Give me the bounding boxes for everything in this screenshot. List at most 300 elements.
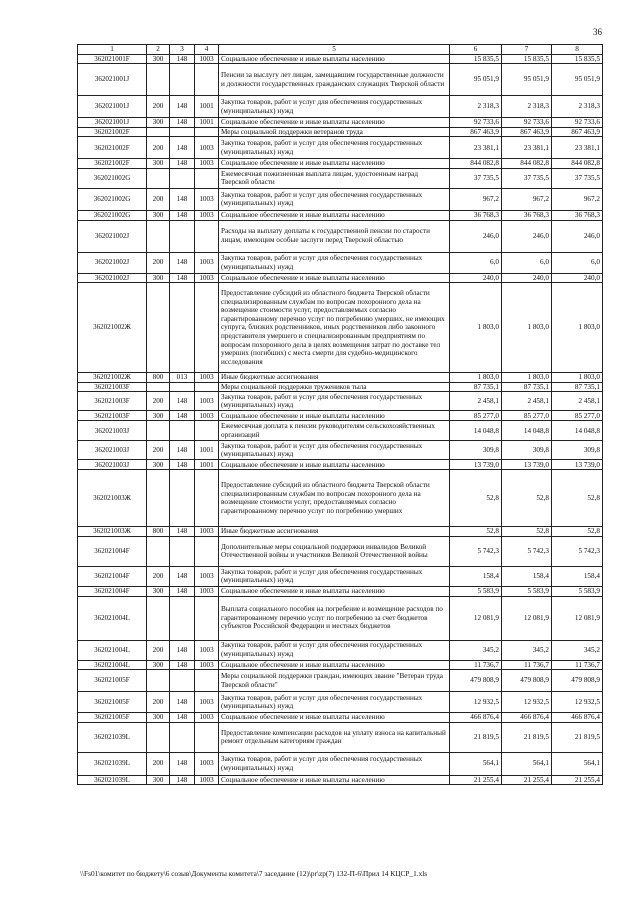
amount-year3-cell: 12 081,9 xyxy=(552,596,603,640)
amount-year3-cell: 87 735,1 xyxy=(552,382,603,392)
amount-year3-cell: 479 808,9 xyxy=(552,670,603,692)
code-cell: 362021002J xyxy=(78,273,147,283)
code-cell: 362021003J xyxy=(78,421,147,441)
amount-year1-cell: 967,2 xyxy=(450,188,502,210)
amount-year2-cell: 1 803,0 xyxy=(502,283,552,373)
amount-year1-cell: 12 932,5 xyxy=(450,692,502,713)
amount-year1-cell: 466 876,4 xyxy=(450,713,502,723)
amount-year3-cell: 52,8 xyxy=(552,470,603,527)
subsection-cell: 1003 xyxy=(195,137,219,159)
description-cell: Социальное обеспечение и иные выплаты населению xyxy=(219,660,450,670)
table-row xyxy=(78,392,603,411)
amount-year2-cell: 12 932,5 xyxy=(502,692,552,713)
amount-year2-cell: 36 768,3 xyxy=(502,210,552,220)
table-row xyxy=(78,137,603,159)
amount-year2-cell: 345,2 xyxy=(502,640,552,660)
amount-year1-cell: 309,8 xyxy=(450,441,502,460)
description-cell: Закупка товаров, работ и услуг для обеспечения государственных (муниципальных) нужд xyxy=(219,252,450,273)
amount-year2-cell: 11 736,7 xyxy=(502,660,552,670)
section-cell: 200 xyxy=(147,692,170,713)
table-row xyxy=(78,586,603,596)
section-cell xyxy=(147,421,170,441)
code-cell: 362021002G xyxy=(78,188,147,210)
amount-year1-cell: 11 736,7 xyxy=(450,660,502,670)
description-cell: Иные бюджетные ассигнования xyxy=(219,527,450,537)
code-cell: 362021002Ж xyxy=(78,373,147,383)
table-row xyxy=(78,640,603,660)
amount-year2-cell: 23 381,1 xyxy=(502,137,552,159)
budget-table xyxy=(77,44,603,785)
subsection-cell xyxy=(195,421,219,441)
subsection-cell: 1003 xyxy=(195,54,219,64)
amount-year1-cell: 92 733,6 xyxy=(450,118,502,128)
section-cell: 200 xyxy=(147,640,170,660)
subsection-cell xyxy=(195,168,219,188)
table-row xyxy=(78,220,603,252)
section-cell xyxy=(147,382,170,392)
amount-year2-cell: 52,8 xyxy=(502,527,552,537)
chapter-cell: 148 xyxy=(170,460,195,470)
section-cell xyxy=(147,722,170,752)
chapter-cell: 148 xyxy=(170,527,195,537)
amount-year2-cell: 21 255,4 xyxy=(502,775,552,785)
description-cell: Пенсии за выслугу лет лицам, замещавшим государственные должности и должности государственных гражданских служащих Тверской области xyxy=(219,64,450,96)
amount-year1-cell: 12 081,9 xyxy=(450,596,502,640)
amount-year3-cell: 6,0 xyxy=(552,252,603,273)
header-cell: 2 xyxy=(147,45,170,55)
section-cell: 200 xyxy=(147,752,170,775)
subsection-cell xyxy=(195,470,219,527)
description-cell: Ежемесячная доплата к пенсии руководителям сельскохозяйственных организаций xyxy=(219,421,450,441)
subsection-cell xyxy=(195,596,219,640)
amount-year2-cell: 2 458,1 xyxy=(502,392,552,411)
table-row xyxy=(78,527,603,537)
subsection-cell: 1003 xyxy=(195,660,219,670)
amount-year2-cell: 240,0 xyxy=(502,273,552,283)
amount-year1-cell: 844 082,8 xyxy=(450,159,502,169)
table-row xyxy=(78,566,603,586)
table-row xyxy=(78,660,603,670)
amount-year2-cell: 37 735,5 xyxy=(502,168,552,188)
amount-year1-cell: 14 048,8 xyxy=(450,421,502,441)
code-cell: 362021002J xyxy=(78,252,147,273)
amount-year3-cell: 37 735,5 xyxy=(552,168,603,188)
amount-year3-cell: 5 742,3 xyxy=(552,536,603,566)
section-cell: 300 xyxy=(147,273,170,283)
subsection-cell: 1003 xyxy=(195,411,219,421)
code-cell: 362021002G xyxy=(78,210,147,220)
amount-year3-cell: 345,2 xyxy=(552,640,603,660)
chapter-cell xyxy=(170,470,195,527)
table-row xyxy=(78,536,603,566)
description-cell: Социальное обеспечение и иные выплаты населению xyxy=(219,586,450,596)
table-row xyxy=(78,713,603,723)
chapter-cell: 148 xyxy=(170,210,195,220)
description-cell: Закупка товаров, работ и услуг для обеспечения государственных (муниципальных) нужд xyxy=(219,441,450,460)
description-cell: Социальное обеспечение и иные выплаты населению xyxy=(219,273,450,283)
description-cell: Меры социальной поддержки граждан, имеющих звание "Ветеран труда Тверской области" xyxy=(219,670,450,692)
table-row xyxy=(78,441,603,460)
section-cell: 800 xyxy=(147,527,170,537)
amount-year3-cell: 158,4 xyxy=(552,566,603,586)
code-cell: 362021004F xyxy=(78,586,147,596)
amount-year3-cell: 867 463,9 xyxy=(552,127,603,137)
amount-year2-cell: 844 082,8 xyxy=(502,159,552,169)
description-cell: Социальное обеспечение и иные выплаты населению xyxy=(219,460,450,470)
amount-year2-cell: 85 277,0 xyxy=(502,411,552,421)
code-cell: 362021005F xyxy=(78,692,147,713)
amount-year3-cell: 85 277,0 xyxy=(552,411,603,421)
code-cell: 362021005F xyxy=(78,670,147,692)
table-row xyxy=(78,168,603,188)
subsection-cell: 1003 xyxy=(195,252,219,273)
amount-year1-cell: 479 808,9 xyxy=(450,670,502,692)
amount-year2-cell: 309,8 xyxy=(502,441,552,460)
section-cell: 300 xyxy=(147,159,170,169)
chapter-cell xyxy=(170,283,195,373)
amount-year2-cell: 246,0 xyxy=(502,220,552,252)
amount-year2-cell: 15 835,5 xyxy=(502,54,552,64)
amount-year1-cell: 5 583,9 xyxy=(450,586,502,596)
amount-year3-cell: 92 733,6 xyxy=(552,118,603,128)
chapter-cell: 148 xyxy=(170,273,195,283)
chapter-cell xyxy=(170,127,195,137)
subsection-cell xyxy=(195,64,219,96)
subsection-cell: 1001 xyxy=(195,96,219,118)
chapter-cell xyxy=(170,168,195,188)
description-cell: Закупка товаров, работ и услуг для обеспечения государственных (муниципальных) нужд xyxy=(219,752,450,775)
amount-year3-cell: 564,1 xyxy=(552,752,603,775)
file-path-footer: \\Fs01\комитет по бюджету\6 созыв\Документы комитета\7 заседание (12)\pr\zp(7) 132-П-6\Прил 14 КЦСР_1.xls xyxy=(80,869,428,878)
description-cell: Ежемесячная пожизненная выплата лицам, удостоенным наград Тверской области xyxy=(219,168,450,188)
section-cell: 300 xyxy=(147,713,170,723)
amount-year1-cell: 37 735,5 xyxy=(450,168,502,188)
amount-year1-cell: 345,2 xyxy=(450,640,502,660)
subsection-cell xyxy=(195,536,219,566)
chapter-cell xyxy=(170,220,195,252)
amount-year3-cell: 466 876,4 xyxy=(552,713,603,723)
subsection-cell: 1001 xyxy=(195,118,219,128)
amount-year1-cell: 21 819,5 xyxy=(450,722,502,752)
description-cell: Закупка товаров, работ и услуг для обеспечения государственных (муниципальных) нужд xyxy=(219,137,450,159)
section-cell xyxy=(147,220,170,252)
description-cell: Социальное обеспечение и иные выплаты населению xyxy=(219,210,450,220)
section-cell xyxy=(147,536,170,566)
chapter-cell xyxy=(170,670,195,692)
table-row xyxy=(78,210,603,220)
chapter-cell: 148 xyxy=(170,586,195,596)
chapter-cell xyxy=(170,722,195,752)
chapter-cell: 148 xyxy=(170,752,195,775)
code-cell: 362021003Ж xyxy=(78,527,147,537)
amount-year1-cell: 564,1 xyxy=(450,752,502,775)
amount-year3-cell: 1 803,0 xyxy=(552,373,603,383)
description-cell: Предоставление субсидий из областного бюджета Тверской области специализированным службам по вопросам похоронного дела на возмещение стоимости услуг, предоставляемых согласно гарантированному перечню услуг по погребению умерших, не имеющих супруга, близких родственников, иных родственников либо законного представителя умершего и специализированным предприятиям по вопросам похоронного дела в целях возмещения затрат по доставке тел умерших (погибших) с места смерти для судебно-медицинского исследования xyxy=(219,283,450,373)
chapter-cell: 148 xyxy=(170,411,195,421)
code-cell: 362021001J xyxy=(78,64,147,96)
code-cell: 362021005F xyxy=(78,713,147,723)
section-cell: 200 xyxy=(147,137,170,159)
description-cell: Выплата социального пособия на погребение и возмещение расходов по гарантированному перечню услуг по погребению за счет бюджетов субъектов Российской Федерации и местных бюджетов xyxy=(219,596,450,640)
table-row xyxy=(78,54,603,64)
subsection-cell xyxy=(195,220,219,252)
code-cell: 362021039L xyxy=(78,775,147,785)
amount-year1-cell: 13 739,0 xyxy=(450,460,502,470)
page-number: 36 xyxy=(593,27,602,37)
subsection-cell: 1003 xyxy=(195,273,219,283)
subsection-cell xyxy=(195,722,219,752)
amount-year3-cell: 844 082,8 xyxy=(552,159,603,169)
amount-year2-cell: 479 808,9 xyxy=(502,670,552,692)
amount-year1-cell: 95 051,9 xyxy=(450,64,502,96)
code-cell: 362021004L xyxy=(78,640,147,660)
amount-year1-cell: 23 381,1 xyxy=(450,137,502,159)
amount-year2-cell: 21 819,5 xyxy=(502,722,552,752)
section-cell xyxy=(147,64,170,96)
description-cell: Закупка товаров, работ и услуг для обеспечения государственных (муниципальных) нужд xyxy=(219,566,450,586)
table-row xyxy=(78,127,603,137)
subsection-cell: 1003 xyxy=(195,775,219,785)
code-cell: 362021004L xyxy=(78,596,147,640)
table-row xyxy=(78,373,603,383)
code-cell: 362021039L xyxy=(78,722,147,752)
section-cell: 300 xyxy=(147,660,170,670)
chapter-cell: 148 xyxy=(170,660,195,670)
table-row xyxy=(78,460,603,470)
amount-year1-cell: 21 255,4 xyxy=(450,775,502,785)
amount-year1-cell: 52,8 xyxy=(450,470,502,527)
amount-year3-cell: 14 048,8 xyxy=(552,421,603,441)
table-row xyxy=(78,118,603,128)
chapter-cell xyxy=(170,536,195,566)
table-row xyxy=(78,421,603,441)
code-cell: 362021001J xyxy=(78,96,147,118)
description-cell: Социальное обеспечение и иные выплаты населению xyxy=(219,159,450,169)
amount-year1-cell: 246,0 xyxy=(450,220,502,252)
chapter-cell: 148 xyxy=(170,713,195,723)
amount-year1-cell: 158,4 xyxy=(450,566,502,586)
code-cell: 362021003F xyxy=(78,411,147,421)
table-row xyxy=(78,752,603,775)
header-cell: 6 xyxy=(450,45,502,55)
section-cell: 800 xyxy=(147,373,170,383)
section-cell: 300 xyxy=(147,586,170,596)
chapter-cell: 148 xyxy=(170,137,195,159)
chapter-cell: 148 xyxy=(170,566,195,586)
chapter-cell: 148 xyxy=(170,775,195,785)
description-cell: Меры социальной поддержки тружеников тыла xyxy=(219,382,450,392)
code-cell: 362021003J xyxy=(78,441,147,460)
section-cell: 300 xyxy=(147,54,170,64)
table-row xyxy=(78,722,603,752)
subsection-cell: 1003 xyxy=(195,188,219,210)
section-cell: 200 xyxy=(147,392,170,411)
chapter-cell: 148 xyxy=(170,692,195,713)
code-cell: 362021001F xyxy=(78,54,147,64)
code-cell: 362021003J xyxy=(78,460,147,470)
code-cell: 362021003F xyxy=(78,392,147,411)
code-cell: 362021004L xyxy=(78,660,147,670)
table-row xyxy=(78,273,603,283)
section-cell xyxy=(147,283,170,373)
header-cell: 7 xyxy=(502,45,552,55)
table-row xyxy=(78,252,603,273)
amount-year2-cell: 12 081,9 xyxy=(502,596,552,640)
header-cell: 1 xyxy=(78,45,147,55)
subsection-cell: 1003 xyxy=(195,210,219,220)
code-cell: 362021003F xyxy=(78,382,147,392)
amount-year1-cell: 867 463,9 xyxy=(450,127,502,137)
description-cell: Социальное обеспечение и иные выплаты населению xyxy=(219,775,450,785)
amount-year2-cell: 158,4 xyxy=(502,566,552,586)
header-cell: 5 xyxy=(219,45,450,55)
chapter-cell: 148 xyxy=(170,392,195,411)
code-cell: 362021003Ж xyxy=(78,470,147,527)
section-cell: 200 xyxy=(147,96,170,118)
amount-year1-cell: 1 803,0 xyxy=(450,283,502,373)
description-cell: Предоставление компенсации расходов на уплату взноса на капитальный ремонт отдельным категориям граждан xyxy=(219,722,450,752)
section-cell: 200 xyxy=(147,252,170,273)
subsection-cell: 1003 xyxy=(195,373,219,383)
section-cell: 200 xyxy=(147,566,170,586)
description-cell: Социальное обеспечение и иные выплаты населению xyxy=(219,713,450,723)
amount-year2-cell: 87 735,1 xyxy=(502,382,552,392)
code-cell: 362021004F xyxy=(78,566,147,586)
subsection-cell xyxy=(195,283,219,373)
code-cell: 362021039L xyxy=(78,752,147,775)
section-cell: 200 xyxy=(147,188,170,210)
amount-year3-cell: 967,2 xyxy=(552,188,603,210)
section-cell: 300 xyxy=(147,460,170,470)
subsection-cell: 1003 xyxy=(195,159,219,169)
amount-year1-cell: 52,8 xyxy=(450,527,502,537)
chapter-cell xyxy=(170,64,195,96)
header-cell: 8 xyxy=(552,45,603,55)
amount-year2-cell: 14 048,8 xyxy=(502,421,552,441)
table-row xyxy=(78,411,603,421)
description-cell: Закупка товаров, работ и услуг для обеспечения государственных (муниципальных) нужд xyxy=(219,188,450,210)
subsection-cell xyxy=(195,382,219,392)
amount-year2-cell: 564,1 xyxy=(502,752,552,775)
amount-year2-cell: 867 463,9 xyxy=(502,127,552,137)
section-cell: 300 xyxy=(147,210,170,220)
amount-year2-cell: 52,8 xyxy=(502,470,552,527)
subsection-cell: 1003 xyxy=(195,392,219,411)
amount-year3-cell: 5 583,9 xyxy=(552,586,603,596)
description-cell: Закупка товаров, работ и услуг для обеспечения государственных (муниципальных) нужд xyxy=(219,96,450,118)
chapter-cell: 148 xyxy=(170,96,195,118)
chapter-cell xyxy=(170,421,195,441)
description-cell: Иные бюджетные ассигнования xyxy=(219,373,450,383)
amount-year1-cell: 36 768,3 xyxy=(450,210,502,220)
code-cell: 362021001J xyxy=(78,118,147,128)
subsection-cell: 1003 xyxy=(195,527,219,537)
description-cell: Дополнительные меры социальной поддержки инвалидов Великой Отечественной войны и участников Великой Отечественной войны xyxy=(219,536,450,566)
amount-year3-cell: 21 819,5 xyxy=(552,722,603,752)
table-row xyxy=(78,470,603,527)
table-row xyxy=(78,96,603,118)
subsection-cell: 1003 xyxy=(195,586,219,596)
amount-year3-cell: 23 381,1 xyxy=(552,137,603,159)
amount-year2-cell: 92 733,6 xyxy=(502,118,552,128)
amount-year2-cell: 967,2 xyxy=(502,188,552,210)
table-row xyxy=(78,64,603,96)
code-cell: 362021002F xyxy=(78,127,147,137)
amount-year2-cell: 5 583,9 xyxy=(502,586,552,596)
chapter-cell: 148 xyxy=(170,640,195,660)
section-cell: 200 xyxy=(147,441,170,460)
description-cell: Предоставление субсидий из областного бюджета Тверской области специализированным службам по вопросам похоронного дела на возмещение стоимости услуг, предоставляемых согласно гарантированному перечню услуг по погребению умерших xyxy=(219,470,450,527)
amount-year2-cell: 2 318,3 xyxy=(502,96,552,118)
amount-year3-cell: 11 736,7 xyxy=(552,660,603,670)
amount-year3-cell: 246,0 xyxy=(552,220,603,252)
amount-year3-cell: 2 458,1 xyxy=(552,392,603,411)
amount-year1-cell: 85 277,0 xyxy=(450,411,502,421)
subsection-cell xyxy=(195,127,219,137)
chapter-cell: 148 xyxy=(170,441,195,460)
description-cell: Закупка товаров, работ и услуг для обеспечения государственных (муниципальных) нужд xyxy=(219,692,450,713)
description-cell: Социальное обеспечение и иные выплаты населению xyxy=(219,54,450,64)
amount-year2-cell: 13 739,0 xyxy=(502,460,552,470)
amount-year1-cell: 1 803,0 xyxy=(450,373,502,383)
amount-year1-cell: 240,0 xyxy=(450,273,502,283)
subsection-cell: 1003 xyxy=(195,640,219,660)
section-cell: 300 xyxy=(147,411,170,421)
section-cell xyxy=(147,470,170,527)
amount-year3-cell: 13 739,0 xyxy=(552,460,603,470)
header-cell: 4 xyxy=(195,45,219,55)
section-cell xyxy=(147,127,170,137)
description-cell: Расходы на выплату доплаты к государственной пенсии по старости лицам, имеющим особые заслуги перед Тверской областью xyxy=(219,220,450,252)
amount-year3-cell: 12 932,5 xyxy=(552,692,603,713)
amount-year1-cell: 5 742,3 xyxy=(450,536,502,566)
table-row xyxy=(78,159,603,169)
amount-year1-cell: 87 735,1 xyxy=(450,382,502,392)
amount-year3-cell: 240,0 xyxy=(552,273,603,283)
table-row xyxy=(78,283,603,373)
code-cell: 362021004F xyxy=(78,536,147,566)
amount-year2-cell: 466 876,4 xyxy=(502,713,552,723)
subsection-cell: 1003 xyxy=(195,752,219,775)
subsection-cell: 1001 xyxy=(195,441,219,460)
amount-year1-cell: 15 835,5 xyxy=(450,54,502,64)
amount-year1-cell: 2 318,3 xyxy=(450,96,502,118)
amount-year3-cell: 1 803,0 xyxy=(552,283,603,373)
amount-year1-cell: 2 458,1 xyxy=(450,392,502,411)
chapter-cell: 148 xyxy=(170,54,195,64)
subsection-cell: 1003 xyxy=(195,692,219,713)
amount-year3-cell: 95 051,9 xyxy=(552,64,603,96)
chapter-cell: 148 xyxy=(170,252,195,273)
amount-year3-cell: 52,8 xyxy=(552,527,603,537)
table-row xyxy=(78,188,603,210)
header-row xyxy=(78,45,603,55)
chapter-cell: 148 xyxy=(170,118,195,128)
description-cell: Закупка товаров, работ и услуг для обеспечения государственных (муниципальных) нужд xyxy=(219,392,450,411)
amount-year2-cell: 1 803,0 xyxy=(502,373,552,383)
amount-year3-cell: 36 768,3 xyxy=(552,210,603,220)
amount-year2-cell: 5 742,3 xyxy=(502,536,552,566)
amount-year3-cell: 309,8 xyxy=(552,441,603,460)
code-cell: 362021002Ж xyxy=(78,283,147,373)
amount-year3-cell: 21 255,4 xyxy=(552,775,603,785)
amount-year1-cell: 6,0 xyxy=(450,252,502,273)
section-cell xyxy=(147,596,170,640)
amount-year2-cell: 95 051,9 xyxy=(502,64,552,96)
section-cell: 300 xyxy=(147,775,170,785)
subsection-cell: 1003 xyxy=(195,566,219,586)
amount-year3-cell: 15 835,5 xyxy=(552,54,603,64)
